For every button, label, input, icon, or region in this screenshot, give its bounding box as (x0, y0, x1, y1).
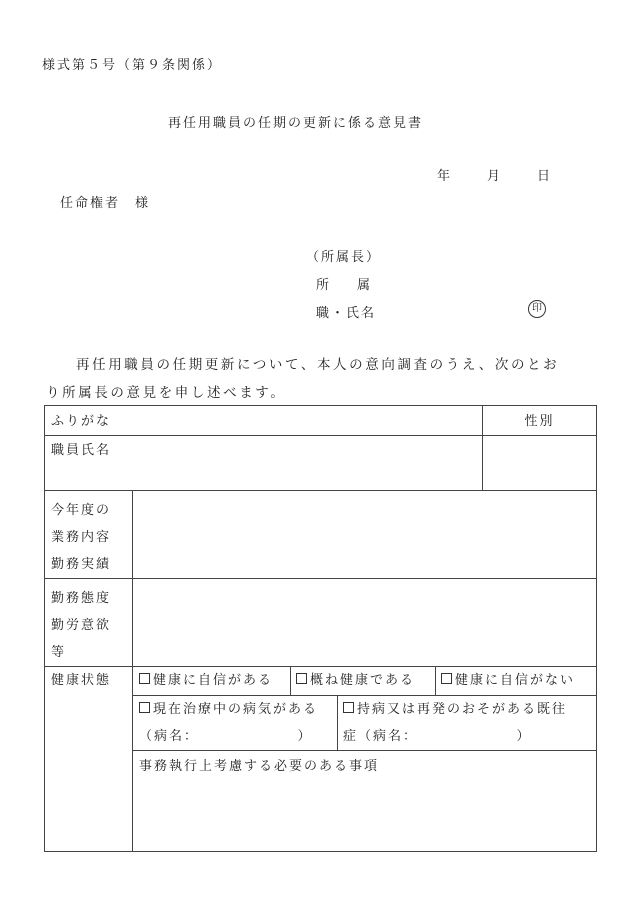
gender-label: 性別 (524, 414, 555, 429)
document-title: 再任用職員の任期の更新に係る意見書 (168, 116, 424, 131)
divider (290, 667, 291, 695)
furigana-cell[interactable] (45, 406, 483, 436)
illness-row (133, 696, 596, 751)
affiliation-label-b: 属 (357, 278, 373, 293)
health-option-not-confident[interactable] (441, 667, 575, 694)
divider (435, 667, 436, 695)
health-option-generally-label: 概ね健康である (310, 673, 416, 688)
attitude-label-cell (45, 579, 133, 667)
attitude-label-line-1: 勤務態度 (51, 591, 112, 606)
treatment-option-label: 現在治療中の病気がある (153, 702, 319, 717)
health-option-confident-label: 健康に自信がある (153, 673, 274, 688)
treatment-option[interactable] (139, 696, 318, 723)
chronic-disease[interactable]: 症（病名： ） (343, 729, 532, 744)
seal-mark-icon: 印 (528, 300, 546, 318)
work-label-line-1: 今年度の (51, 503, 112, 518)
checkbox-icon[interactable] (139, 702, 150, 713)
affiliation-label-a: 所 (316, 278, 332, 293)
affiliation-heading: （所属長） (306, 250, 382, 265)
considerations-cell[interactable] (133, 751, 596, 851)
date-day-label: 日 (537, 169, 553, 184)
chronic-option-label: 持病又は再発のおそがある既往 (357, 702, 568, 717)
employee-name-cell[interactable] (45, 436, 483, 491)
chronic-option[interactable] (343, 696, 567, 723)
intro-line-1: 再任用職員の任期更新について、本人の意向調査のうえ、次のとお (76, 357, 560, 373)
work-label-line-3: 勤務実績 (51, 557, 112, 572)
checkbox-icon[interactable] (139, 673, 150, 684)
employee-name-label: 職員氏名 (51, 443, 112, 458)
attitude-label-line-3: 等 (51, 645, 67, 660)
intro-line-2: り所属長の意見を申し述べます。 (46, 385, 287, 401)
gender-header-cell (483, 406, 597, 436)
gender-value-cell[interactable] (483, 436, 597, 491)
health-option-not-confident-label: 健康に自信がない (455, 673, 576, 688)
form-number: 様式第５号（第９条関係） (42, 58, 223, 73)
date-month-label: 月 (487, 169, 503, 184)
health-option-generally[interactable] (296, 667, 415, 694)
checkbox-icon[interactable] (343, 702, 354, 713)
health-label: 健康状態 (51, 673, 112, 688)
considerations-label: 事務執行上考慮する必要のある事項 (139, 759, 380, 774)
divider (337, 696, 338, 750)
affiliation-label (316, 274, 372, 293)
opinion-table (44, 405, 597, 852)
furigana-label: ふりがな (51, 414, 112, 429)
work-content-field[interactable] (133, 491, 597, 579)
position-name-label: 職・氏名 (316, 306, 377, 321)
work-label-cell (45, 491, 133, 579)
attitude-label-line-2: 勤労意欲 (51, 618, 112, 633)
addressee: 任命権者 様 (60, 196, 151, 211)
treatment-disease[interactable]: （病名： ） (139, 729, 313, 744)
health-option-confident[interactable] (139, 667, 273, 694)
health-level-row (133, 667, 596, 696)
date-year-label: 年 (437, 169, 453, 184)
health-label-cell (45, 667, 133, 852)
health-options-cell (133, 667, 597, 852)
checkbox-icon[interactable] (296, 673, 307, 684)
attitude-field[interactable] (133, 579, 597, 667)
checkbox-icon[interactable] (441, 673, 452, 684)
work-label-line-2: 業務内容 (51, 530, 112, 545)
